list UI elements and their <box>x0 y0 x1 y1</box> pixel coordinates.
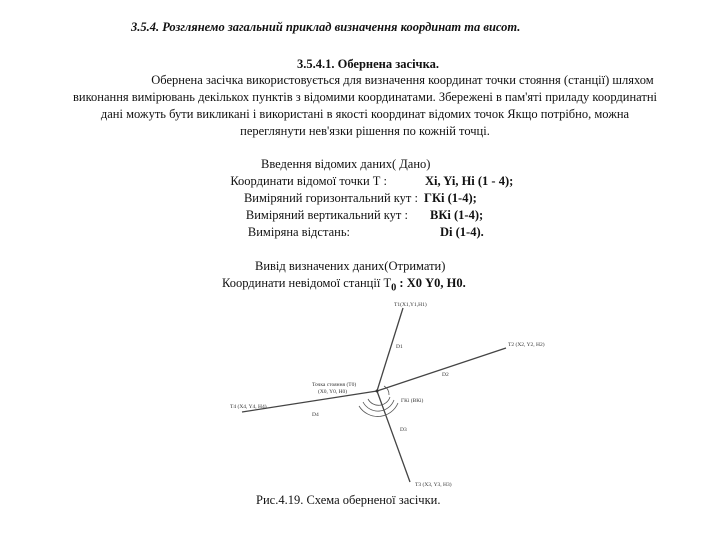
d2-label: D2 <box>442 372 449 378</box>
section-title: 3.5.4. Розглянемо загальний приклад визначення координат та висот. <box>131 20 521 34</box>
d1-label: D1 <box>396 344 403 350</box>
output-label: Координати невідомої станції Т <box>222 276 392 290</box>
given-value: ГКi (1-4); <box>424 191 477 205</box>
paragraph-line: переглянути нев'язки рішення по кожній точці. <box>240 124 490 138</box>
given-heading: Введення відомих даних( Дано) <box>261 157 431 171</box>
d4-label: D4 <box>312 412 319 418</box>
resection-diagram <box>228 296 568 492</box>
d3-label: D3 <box>400 427 407 433</box>
t2-label: Т2 (X2, Y2, H2) <box>508 342 545 348</box>
output-heading: Вивід визначених даних(Отримати) <box>255 259 446 273</box>
t4-label: Т4 (X4, Y4, H4) <box>230 404 267 410</box>
given-label: Координати відомої точки Т : <box>230 174 387 188</box>
t3-label: Т3 (X3, Y3, H3) <box>415 482 452 488</box>
given-label: Виміряна відстань: <box>247 225 350 239</box>
paragraph-line: Обернена засічка використовується для визначення координат точки стояння (станції) шляхом <box>151 73 654 87</box>
subsection-title: 3.5.4.1. Обернена засічка. <box>297 57 439 71</box>
intro-paragraph <box>22 72 708 140</box>
figure-caption: Рис.4.19. Схема оберненої засічки. <box>256 493 441 507</box>
output-value: : Х0 Y0, Н0. <box>399 276 466 290</box>
given-value: Хi, Yi, Hi (1 - 4); <box>425 174 514 188</box>
station-label: Точка стояння (Т0) <box>312 382 357 388</box>
station-coords: (X0, Y0, H0) <box>318 389 348 395</box>
hz-angle-label: ГКi (ВКi) <box>401 398 424 404</box>
output-line <box>222 276 466 294</box>
given-value: Di (1-4). <box>440 225 484 239</box>
output-label-subscript: 0 <box>391 282 397 294</box>
given-value: ВКi (1-4); <box>430 208 484 222</box>
station-point <box>376 390 379 393</box>
given-label: Виміряний горизонтальний кут : <box>243 191 418 205</box>
paragraph-line: виконання вимірювань декількох пунктів з відомими координатами. Збережені в пам'яті приладу координатні <box>72 90 658 104</box>
t1-label: Т1(X1,Y1,H1) <box>394 302 427 308</box>
given-label: Виміряний вертикальний кут : <box>245 208 408 222</box>
paragraph-line: дані можуть бути викликані і використані в якості координат відомих точок Якщо потрібно, можна <box>100 107 630 121</box>
line-to-t2 <box>377 348 506 391</box>
